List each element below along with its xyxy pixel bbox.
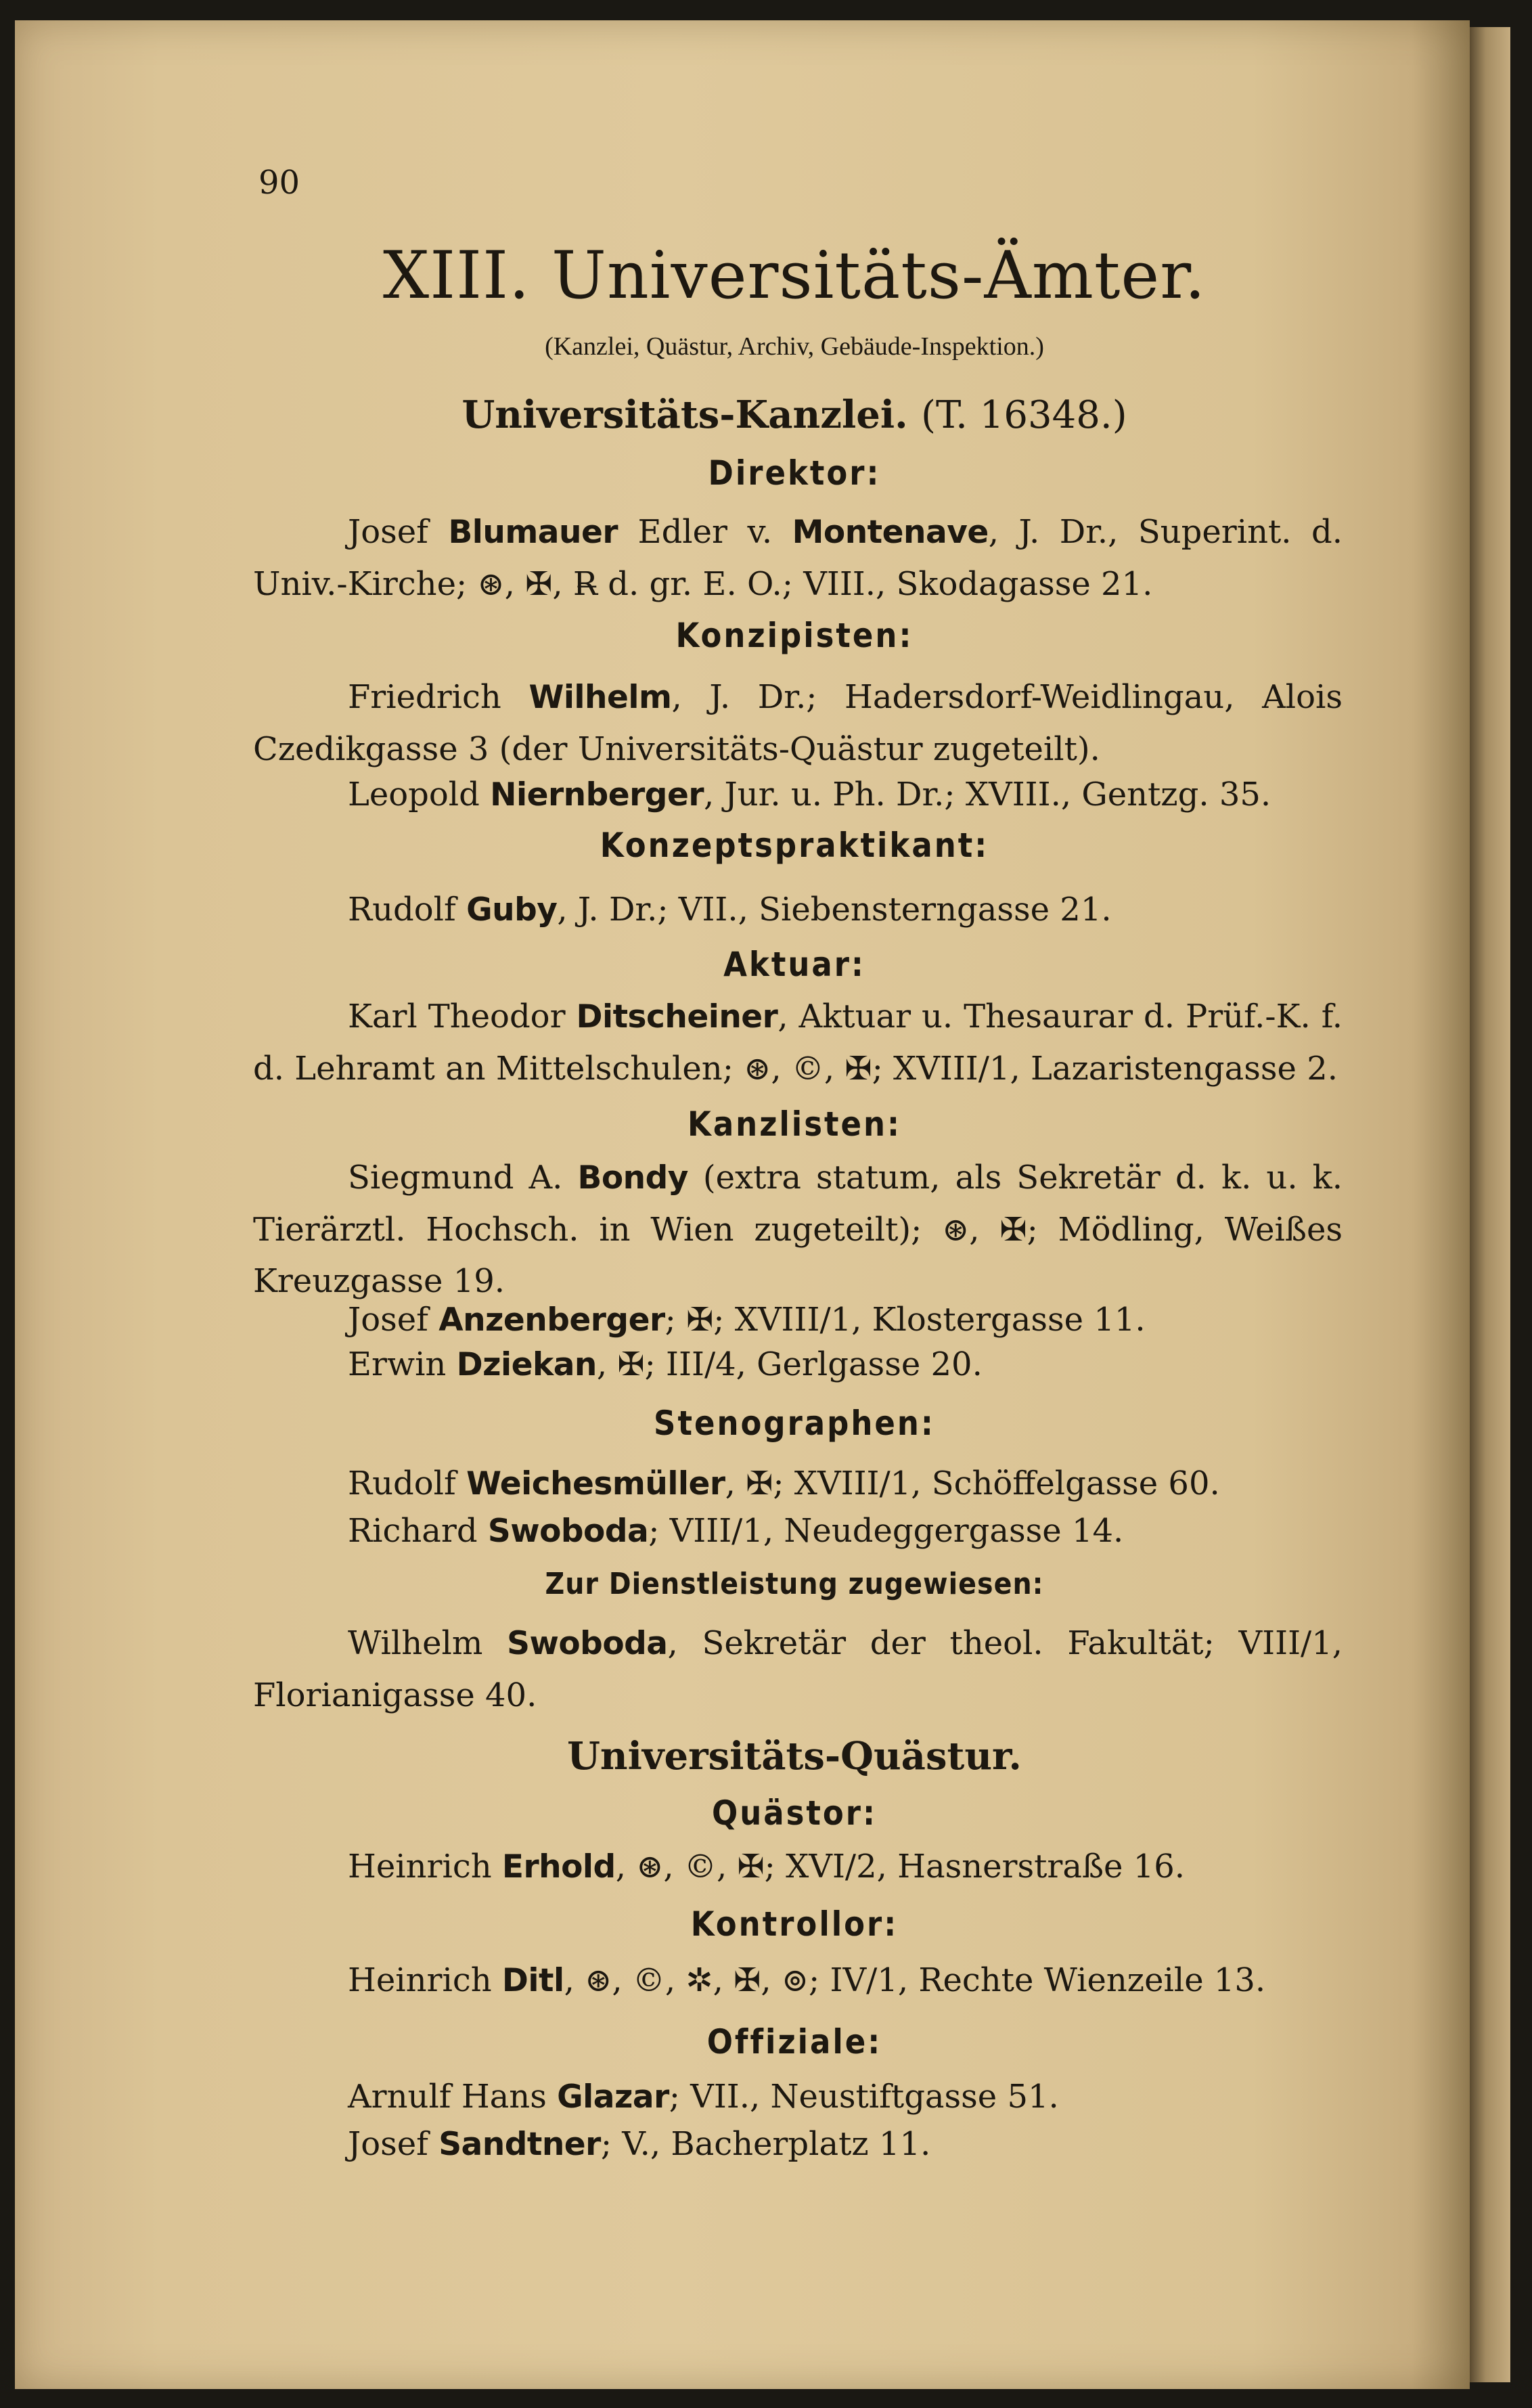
chapter-subtitle: (Kanzlei, Quästur, Archiv, Gebäude-Inspektion.) (545, 332, 1044, 361)
page-number: 90 (258, 164, 300, 202)
section-heading-quaestur: Universitäts-Quästur. (567, 1734, 1022, 1779)
surname: Ditl (501, 1962, 564, 1999)
surname: Anzenberger (438, 1301, 665, 1339)
entry-aktuar: Karl Theodor Ditscheiner, Aktuar u. Thesaurar d. Prüf.-K. f. d. Lehramt an Mittelschulen; ⊛, ©, ✠; XVIII/1, Lazaristengasse 2. (253, 998, 1343, 1088)
role-konzeptspraktikant: Konzeptspraktikant: (600, 826, 989, 865)
section-heading-kanzlei (253, 391, 1336, 439)
adjacent-page-edge (1470, 27, 1510, 2382)
role-konzipisten: Konzipisten: (675, 616, 914, 655)
surname: Blumauer (448, 514, 618, 551)
entry-kanzlist: Erwin Dziekan, ✠; III/4, Gerlgasse 20. (348, 1345, 983, 1383)
surname: Weichesmüller (466, 1465, 725, 1502)
entry-direktor: Josef Blumauer Edler v. Montenave, J. Dr., Superint. d. Univ.-Kirche; ⊛, ✠, R̶ d. gr. E. O.; VIII., Skodagasse 21. (253, 513, 1343, 603)
entry-kanzlist: Siegmund A. Bondy (extra statum, als Sekretär d. k. u. k. Tierärztl. Hochsch. in Wien zugeteilt); ⊛, ✠; Mödling, Weißes Kreuzgasse 19. (253, 1159, 1343, 1300)
surname: Sandtner (438, 2126, 601, 2163)
entry-offizial: Josef Sandtner; V., Bacherplatz 11. (348, 2125, 931, 2163)
surname: Ditscheiner (576, 998, 778, 1035)
role-kanzlisten: Kanzlisten: (687, 1105, 902, 1144)
role-kontrollor: Kontrollor: (690, 1904, 899, 1944)
surname: Glazar (557, 2078, 669, 2116)
role-aktuar: Aktuar: (723, 945, 865, 984)
surname: Swoboda (507, 1625, 668, 1662)
entry-stenograph: Rudolf Weichesmüller, ✠; XVIII/1, Schöffelgasse 60. (348, 1465, 1220, 1502)
surname: Montenave (792, 514, 989, 551)
role-quaestor: Quästor: (712, 1793, 877, 1833)
role-dienstleistung: Zur Dienstleistung zugewiesen: (545, 1567, 1044, 1601)
role-offiziale: Offiziale: (706, 2022, 882, 2061)
surname: Wilhelm (528, 679, 672, 716)
entry-kontrollor: Heinrich Ditl, ⊛, ©, ✲, ✠, ⊚; IV/1, Rechte Wienzeile 13. (348, 1961, 1266, 1999)
surname: Guby (466, 891, 558, 929)
entry-konzipist: Friedrich Wilhelm, J. Dr.; Hadersdorf-Weidlingau, Alois Czedikgasse 3 (der Universitäts-Quästur zugeteilt). (253, 678, 1343, 768)
role-stenographen: Stenographen: (654, 1404, 935, 1443)
entry-konzeptspraktikant: Rudolf Guby, J. Dr.; VII., Siebensterngasse 21. (348, 891, 1112, 929)
kanzlei-heading: Universitäts-Kanzlei. (461, 393, 908, 437)
surname: Niernberger (490, 776, 704, 813)
surname: Erhold (501, 1848, 616, 1886)
surname: Dziekan (456, 1346, 597, 1383)
entry-dienstleistung: Wilhelm Swoboda, Sekretär der theol. Fakultät; VIII/1, Florianigasse 40. (253, 1624, 1343, 1714)
kanzlei-telephone: (T. 16348.) (921, 393, 1127, 437)
entry-konzipist: Leopold Niernberger, Jur. u. Ph. Dr.; XVIII., Gentzg. 35. (348, 776, 1271, 813)
role-direktor: Direktor: (708, 453, 881, 493)
surname: Swoboda (487, 1513, 649, 1550)
entry-stenograph: Richard Swoboda; VIII/1, Neudeggergasse 14. (348, 1512, 1124, 1550)
surname: Bondy (577, 1159, 688, 1197)
entry-kanzlist: Josef Anzenberger; ✠; XVIII/1, Klostergasse 11. (348, 1301, 1146, 1339)
entry-quaestor: Heinrich Erhold, ⊛, ©, ✠; XVI/2, Hasnerstraße 16. (348, 1848, 1186, 1886)
entry-offizial: Arnulf Hans Glazar; VII., Neustiftgasse 51. (348, 2078, 1059, 2116)
chapter-title: XIII. Universitäts-Ämter. (382, 238, 1207, 313)
